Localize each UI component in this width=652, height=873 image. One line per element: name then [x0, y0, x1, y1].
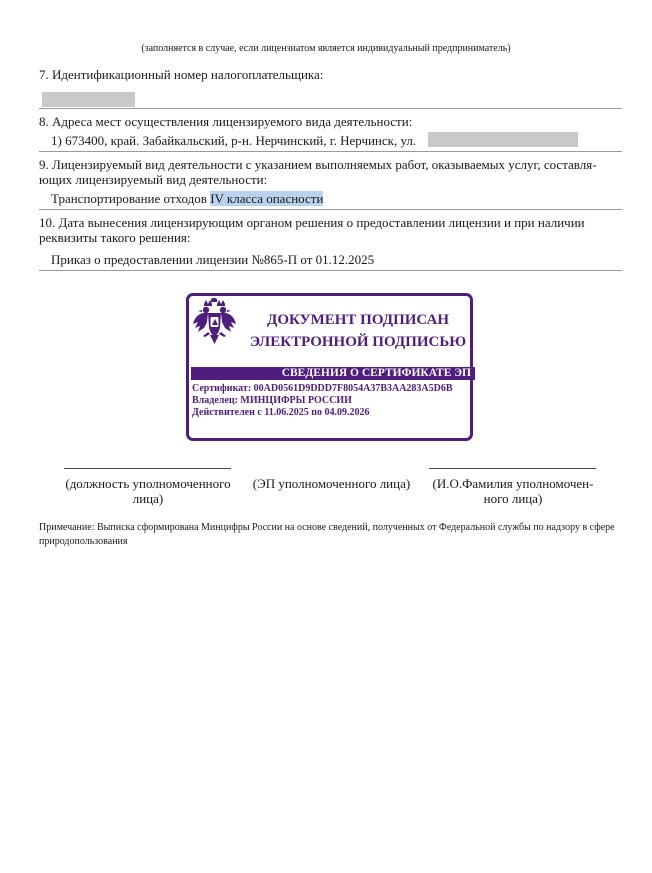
- signature-caption-position: [56, 476, 240, 506]
- section-10-label-1: 10. Дата вынесения лицензирующим органом решения о предоставлении лицензии и при наличии: [39, 215, 585, 230]
- section-9-value: [51, 191, 323, 206]
- e-signature-stamp: [186, 293, 473, 441]
- footnote: Примечание: Выписка сформирована Минцифры России на основе сведений, полученных от Федеральной службы по надзору в сфере природопользования: [39, 522, 615, 547]
- address-redacted: [428, 132, 578, 147]
- caption-line: лица): [132, 491, 164, 506]
- section-10-label-2: реквизиты такого решения:: [39, 230, 191, 245]
- activity-text: Транспортирование отходов: [51, 191, 211, 206]
- divider: [39, 270, 622, 271]
- divider: [39, 151, 622, 152]
- stamp-title-2: ЭЛЕКТРОННОЙ ПОДПИСЬЮ: [249, 334, 467, 350]
- signature-caption-ep: [244, 476, 419, 491]
- stamp-title-1: ДОКУМЕНТ ПОДПИСАН: [267, 312, 449, 328]
- divider: [39, 209, 622, 210]
- stamp-validity: Действителен с 11.06.2025 по 04.09.2026: [192, 407, 370, 418]
- section-8-label: 8. Адреса мест осуществления лицензируемого вида деятельности:: [39, 114, 413, 129]
- signature-line-position: [64, 468, 231, 469]
- section-9-label-2: ющих лицензируемый вид деятельности:: [39, 172, 268, 187]
- caption-line: ного лица): [483, 491, 543, 506]
- section-7-label: 7. Идентификационный номер налогоплательщика:: [39, 67, 324, 82]
- stamp-certificate: Сертификат: 00AD0561D9DDD7F8054A37B3AA283A5D6B: [192, 383, 453, 394]
- section-9-label-1: 9. Лицензируемый вид деятельности с указанием выполняемых работ, оказываемых услуг, составля-: [39, 157, 597, 172]
- caption-line: (И.О.Фамилия уполномочен-: [432, 476, 594, 491]
- signature-line-name: [429, 468, 596, 469]
- caption-line: (ЭП уполномоченного лица): [252, 476, 411, 491]
- section-8-address: 1) 673400, край. Забайкальский, р-н. Нерчинский, г. Нерчинск, ул.: [51, 133, 417, 148]
- inn-redacted: [42, 92, 135, 107]
- divider: [39, 108, 622, 109]
- double-headed-eagle-icon: [192, 298, 237, 348]
- caption-line: (должность уполномоченного: [65, 476, 231, 491]
- section-10-value: Приказ о предоставлении лицензии №865-П от 01.12.2025: [51, 252, 375, 267]
- signature-caption-name: [420, 476, 606, 506]
- hazard-class-highlight: IV класса опасности: [210, 191, 324, 206]
- header-note: (заполняется в случае, если лицензиатом является индивидуальный предприниматель): [141, 43, 511, 54]
- stamp-certificate-header: СВЕДЕНИЯ О СЕРТИФИКАТЕ ЭП: [191, 367, 475, 380]
- stamp-owner: Владелец: МИНЦИФРЫ РОССИИ: [192, 395, 352, 406]
